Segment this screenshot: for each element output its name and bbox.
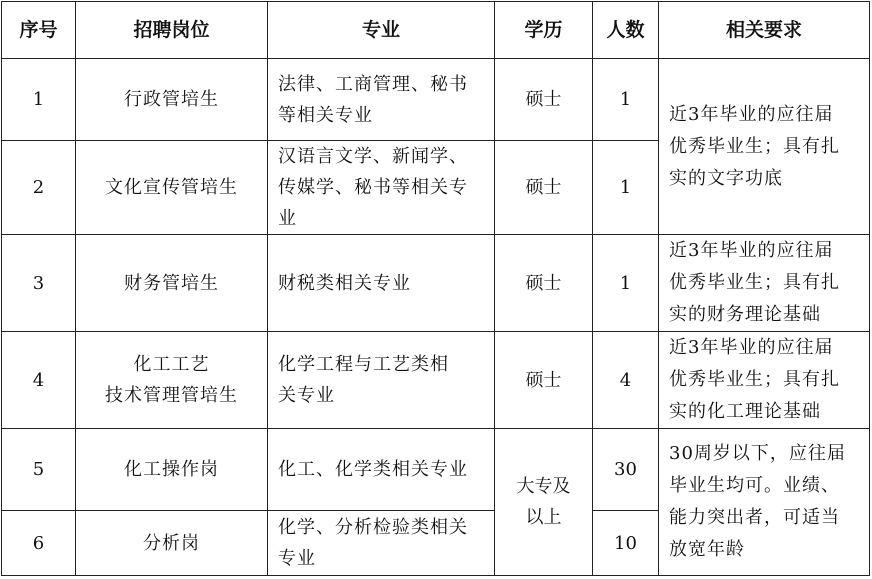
cell-requirements-line: 实的化工理论基础 — [669, 401, 821, 422]
cell-major-line: 化学工程与工艺类相 — [278, 354, 449, 375]
cell-education: 硕士 — [495, 235, 593, 332]
cell-seq: 3 — [2, 235, 76, 332]
cell-count: 1 — [593, 141, 659, 235]
cell-seq: 4 — [2, 332, 76, 429]
cell-position-line: 财务管培生 — [124, 272, 219, 294]
cell-requirements-line: 能力突出者，可适当 — [669, 507, 840, 528]
header-requirements: 相关要求 — [659, 2, 870, 59]
table-row — [2, 332, 870, 429]
cell-education-line: 大专及 — [516, 476, 571, 497]
cell-requirements-line: 优秀毕业生；具有扎 — [669, 369, 840, 390]
cell-major — [268, 429, 495, 511]
cell-requirements-line: 实的文字功底 — [669, 167, 783, 189]
header-education: 学历 — [495, 2, 593, 59]
cell-position-line: 分析岗 — [143, 532, 200, 554]
cell-education: 硕士 — [495, 332, 593, 429]
cell-requirements-line: 毕业生均可。业绩、 — [669, 475, 840, 496]
header-seq: 序号 — [2, 2, 76, 59]
cell-position — [76, 235, 268, 332]
cell-seq: 1 — [2, 59, 76, 141]
cell-major-line: 关专业 — [278, 385, 335, 406]
header-position: 招聘岗位 — [76, 2, 268, 59]
cell-position-line: 技术管理管培生 — [105, 385, 238, 406]
cell-seq: 6 — [2, 511, 76, 576]
header-row — [2, 2, 870, 59]
cell-major-line: 化学、分析检验类相关 — [278, 517, 468, 538]
cell-position — [76, 511, 268, 576]
cell-major-line: 汉语言文学、新闻学、 — [278, 146, 468, 167]
cell-seq: 2 — [2, 141, 76, 235]
table-row — [2, 59, 870, 141]
cell-position — [76, 141, 268, 235]
cell-count: 30 — [593, 429, 659, 511]
cell-education-merged — [495, 429, 593, 576]
cell-requirements-line: 近3年毕业的应往届 — [669, 240, 834, 261]
cell-major — [268, 141, 495, 235]
cell-requirements-line: 近3年毕业的应往届 — [669, 337, 834, 358]
cell-major — [268, 332, 495, 429]
cell-major-line: 法律、工商管理、秘书 — [278, 73, 468, 95]
cell-major-line: 业 — [278, 208, 297, 229]
cell-major — [268, 59, 495, 141]
cell-requirements-line: 实的财务理论基础 — [669, 304, 821, 325]
cell-major-line: 财税类相关专业 — [278, 272, 411, 294]
cell-major — [268, 235, 495, 332]
cell-requirements-merged — [659, 429, 870, 576]
cell-requirements-line: 优秀毕业生；具有扎 — [669, 272, 840, 293]
cell-position — [76, 59, 268, 141]
cell-requirements-line: 放宽年龄 — [669, 539, 745, 560]
cell-seq: 5 — [2, 429, 76, 511]
cell-count: 10 — [593, 511, 659, 576]
cell-position — [76, 429, 268, 511]
cell-position-line: 化工操作岗 — [124, 459, 219, 480]
cell-count: 1 — [593, 59, 659, 141]
cell-requirements-merged — [659, 59, 870, 235]
cell-position-line: 化工工艺 — [133, 354, 210, 375]
cell-major-line: 专业 — [278, 548, 316, 569]
cell-major-line: 传媒学、秘书等相关专 — [278, 177, 468, 198]
cell-count: 1 — [593, 235, 659, 332]
cell-requirements — [659, 332, 870, 429]
cell-position-line: 行政管培生 — [124, 89, 219, 110]
cell-requirements-line: 优秀毕业生；具有扎 — [669, 135, 840, 157]
recruitment-table — [1, 1, 870, 576]
cell-education-line: 以上 — [525, 507, 562, 528]
header-count: 人数 — [593, 2, 659, 59]
cell-major-line: 等相关专业 — [278, 104, 373, 126]
cell-requirements — [659, 235, 870, 332]
cell-education: 硕士 — [495, 141, 593, 235]
cell-position-line: 文化宣传管培生 — [105, 177, 238, 198]
cell-education: 硕士 — [495, 59, 593, 141]
table-row — [2, 235, 870, 332]
table-row — [2, 429, 870, 511]
cell-major — [268, 511, 495, 576]
cell-requirements-line: 近3年毕业的应往届 — [669, 103, 834, 125]
header-major: 专业 — [268, 2, 495, 59]
cell-requirements-line: 30周岁以下，应往届 — [669, 443, 846, 464]
cell-major-line: 化工、化学类相关专业 — [278, 459, 468, 480]
cell-position — [76, 332, 268, 429]
cell-count: 4 — [593, 332, 659, 429]
